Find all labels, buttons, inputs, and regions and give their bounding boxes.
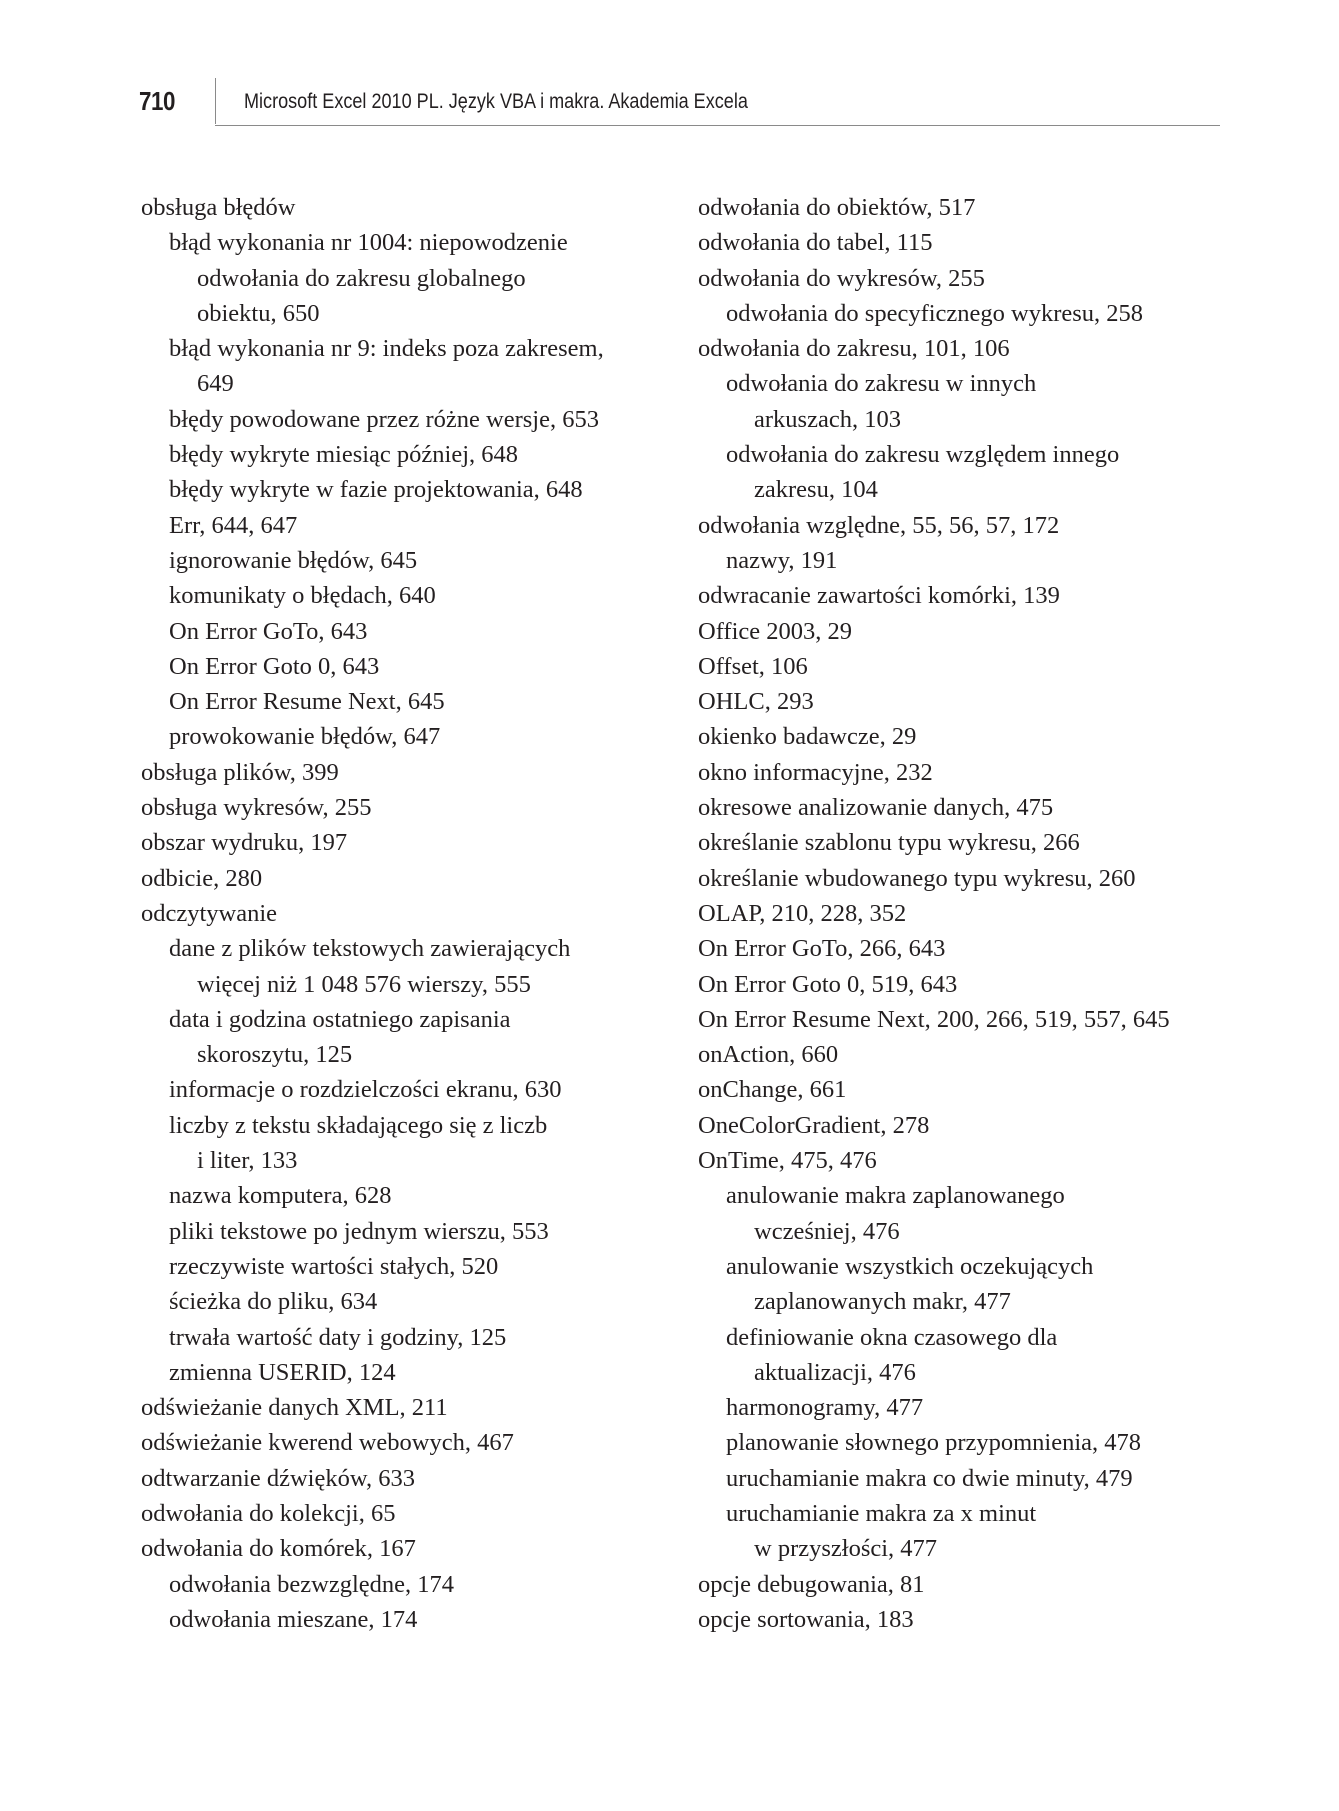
page-number: 710 bbox=[139, 86, 176, 116]
index-entry: wcześniej, 476 bbox=[754, 1217, 900, 1245]
index-entry: odwołania do tabel, 115 bbox=[698, 229, 933, 257]
index-entry: obsługa wykresów, 255 bbox=[141, 794, 372, 822]
index-entry: prowokowanie błędów, 647 bbox=[169, 723, 441, 751]
index-entry: Err, 644, 647 bbox=[169, 511, 298, 539]
index-entry: On Error GoTo, 643 bbox=[169, 617, 368, 645]
index-entry: ścieżka do pliku, 634 bbox=[169, 1288, 378, 1316]
index-entry: w przyszłości, 477 bbox=[754, 1535, 938, 1563]
index-entry: liczby z tekstu składającego się z liczb bbox=[169, 1111, 548, 1139]
index-entry: zmienna USERID, 124 bbox=[169, 1358, 396, 1386]
index-entry: arkuszach, 103 bbox=[754, 405, 901, 433]
index-entry: trwała wartość daty i godziny, 125 bbox=[169, 1323, 507, 1351]
index-entry: onAction, 660 bbox=[698, 1041, 839, 1069]
header-divider bbox=[215, 78, 216, 124]
index-entry: definiowanie okna czasowego dla bbox=[726, 1323, 1058, 1351]
index-entry: określanie wbudowanego typu wykresu, 260 bbox=[698, 864, 1136, 892]
index-entry: obsługa plików, 399 bbox=[141, 758, 339, 786]
index-entry: onChange, 661 bbox=[698, 1076, 847, 1104]
index-entry: opcje debugowania, 81 bbox=[698, 1570, 925, 1598]
index-entry: odwołania do komórek, 167 bbox=[141, 1535, 416, 1563]
index-entry: odwracanie zawartości komórki, 139 bbox=[698, 582, 1060, 610]
index-entry: obiektu, 650 bbox=[197, 299, 320, 327]
index-entry: data i godzina ostatniego zapisania bbox=[169, 1005, 511, 1033]
index-entry: odwołania względne, 55, 56, 57, 172 bbox=[698, 511, 1060, 539]
index-entry: pliki tekstowe po jednym wierszu, 553 bbox=[169, 1217, 549, 1245]
header-rule bbox=[215, 125, 1220, 126]
index-entry: błąd wykonania nr 1004: niepowodzenie bbox=[169, 229, 568, 257]
page-header bbox=[139, 78, 1220, 128]
index-entry: anulowanie wszystkich oczekujących bbox=[726, 1252, 1094, 1280]
index-entry: określanie szablonu typu wykresu, 266 bbox=[698, 829, 1080, 857]
index-entry: odwołania do zakresu względem innego bbox=[726, 441, 1120, 469]
index-entry: On Error Goto 0, 643 bbox=[169, 652, 380, 680]
index-entry: dane z plików tekstowych zawierających bbox=[169, 935, 571, 963]
index-entry: błąd wykonania nr 9: indeks poza zakresem, bbox=[169, 335, 604, 363]
index-entry: rzeczywiste wartości stałych, 520 bbox=[169, 1252, 499, 1280]
index-entry: OnTime, 475, 476 bbox=[698, 1147, 877, 1175]
running-title: Microsoft Excel 2010 PL. Język VBA i makra. Akademia Excela bbox=[244, 89, 748, 113]
index-entry: odczytywanie bbox=[141, 899, 278, 927]
index-entry: więcej niż 1 048 576 wierszy, 555 bbox=[197, 970, 531, 998]
index-entry: On Error Goto 0, 519, 643 bbox=[698, 970, 958, 998]
index-entry: On Error GoTo, 266, 643 bbox=[698, 935, 946, 963]
index-entry: odwołania do wykresów, 255 bbox=[698, 264, 985, 292]
index-column-right bbox=[698, 190, 1243, 1637]
index-entry: anulowanie makra zaplanowanego bbox=[726, 1182, 1065, 1210]
index-entry: odwołania do zakresu w innych bbox=[726, 370, 1037, 398]
index-entry: Office 2003, 29 bbox=[698, 617, 852, 645]
index-entry: OLAP, 210, 228, 352 bbox=[698, 899, 907, 927]
index-entry: odświeżanie kwerend webowych, 467 bbox=[141, 1429, 514, 1457]
index-entry: nazwy, 191 bbox=[726, 546, 838, 574]
index-entry: odświeżanie danych XML, 211 bbox=[141, 1394, 448, 1422]
index-entry: skoroszytu, 125 bbox=[197, 1041, 353, 1069]
index-entry: aktualizacji, 476 bbox=[754, 1358, 916, 1386]
index-entry: informacje o rozdzielczości ekranu, 630 bbox=[169, 1076, 562, 1104]
index-entry: błędy powodowane przez różne wersje, 653 bbox=[169, 405, 599, 433]
index-entry: odwołania mieszane, 174 bbox=[169, 1605, 418, 1633]
index-entry: On Error Resume Next, 645 bbox=[169, 688, 445, 716]
index-entry: planowanie słownego przypomnienia, 478 bbox=[726, 1429, 1142, 1457]
index-entry: i liter, 133 bbox=[197, 1147, 298, 1175]
index-entry: harmonogramy, 477 bbox=[726, 1394, 924, 1422]
index-entry: odwołania do obiektów, 517 bbox=[698, 194, 976, 221]
index-entry: odwołania bezwzględne, 174 bbox=[169, 1570, 455, 1598]
index-entry: 649 bbox=[197, 370, 234, 398]
index-entry: odwołania do specyficznego wykresu, 258 bbox=[726, 299, 1144, 327]
index-entry: komunikaty o błędach, 640 bbox=[169, 582, 436, 610]
index-entry: błędy wykryte w fazie projektowania, 648 bbox=[169, 476, 583, 504]
index-entry: okienko badawcze, 29 bbox=[698, 723, 917, 751]
index-entry: ignorowanie błędów, 645 bbox=[169, 546, 418, 574]
index-entry: OHLC, 293 bbox=[698, 688, 814, 716]
index-entry: obsługa błędów bbox=[141, 194, 296, 221]
index-entry: odwołania do kolekcji, 65 bbox=[141, 1499, 396, 1527]
index-entry: błędy wykryte miesiąc później, 648 bbox=[169, 441, 519, 469]
index-entry: odtwarzanie dźwięków, 633 bbox=[141, 1464, 415, 1492]
index-entry: Offset, 106 bbox=[698, 652, 808, 680]
index-entry: uruchamianie makra co dwie minuty, 479 bbox=[726, 1464, 1133, 1492]
index-entry: opcje sortowania, 183 bbox=[698, 1605, 914, 1633]
index-entry: zakresu, 104 bbox=[754, 476, 878, 504]
index-entry: obszar wydruku, 197 bbox=[141, 829, 348, 857]
index-entry: zaplanowanych makr, 477 bbox=[754, 1288, 1011, 1316]
index-entry: okresowe analizowanie danych, 475 bbox=[698, 794, 1054, 822]
index-entry: OneColorGradient, 278 bbox=[698, 1111, 930, 1139]
index-entry: odwołania do zakresu, 101, 106 bbox=[698, 335, 1010, 363]
index-column-left bbox=[141, 190, 681, 1637]
index-entry: odbicie, 280 bbox=[141, 864, 263, 892]
index-entry: odwołania do zakresu globalnego bbox=[197, 264, 526, 292]
index-entry: On Error Resume Next, 200, 266, 519, 557, 645 bbox=[698, 1005, 1170, 1033]
index-entry: okno informacyjne, 232 bbox=[698, 758, 933, 786]
index-entry: uruchamianie makra za x minut bbox=[726, 1499, 1037, 1527]
index-entry: nazwa komputera, 628 bbox=[169, 1182, 392, 1210]
